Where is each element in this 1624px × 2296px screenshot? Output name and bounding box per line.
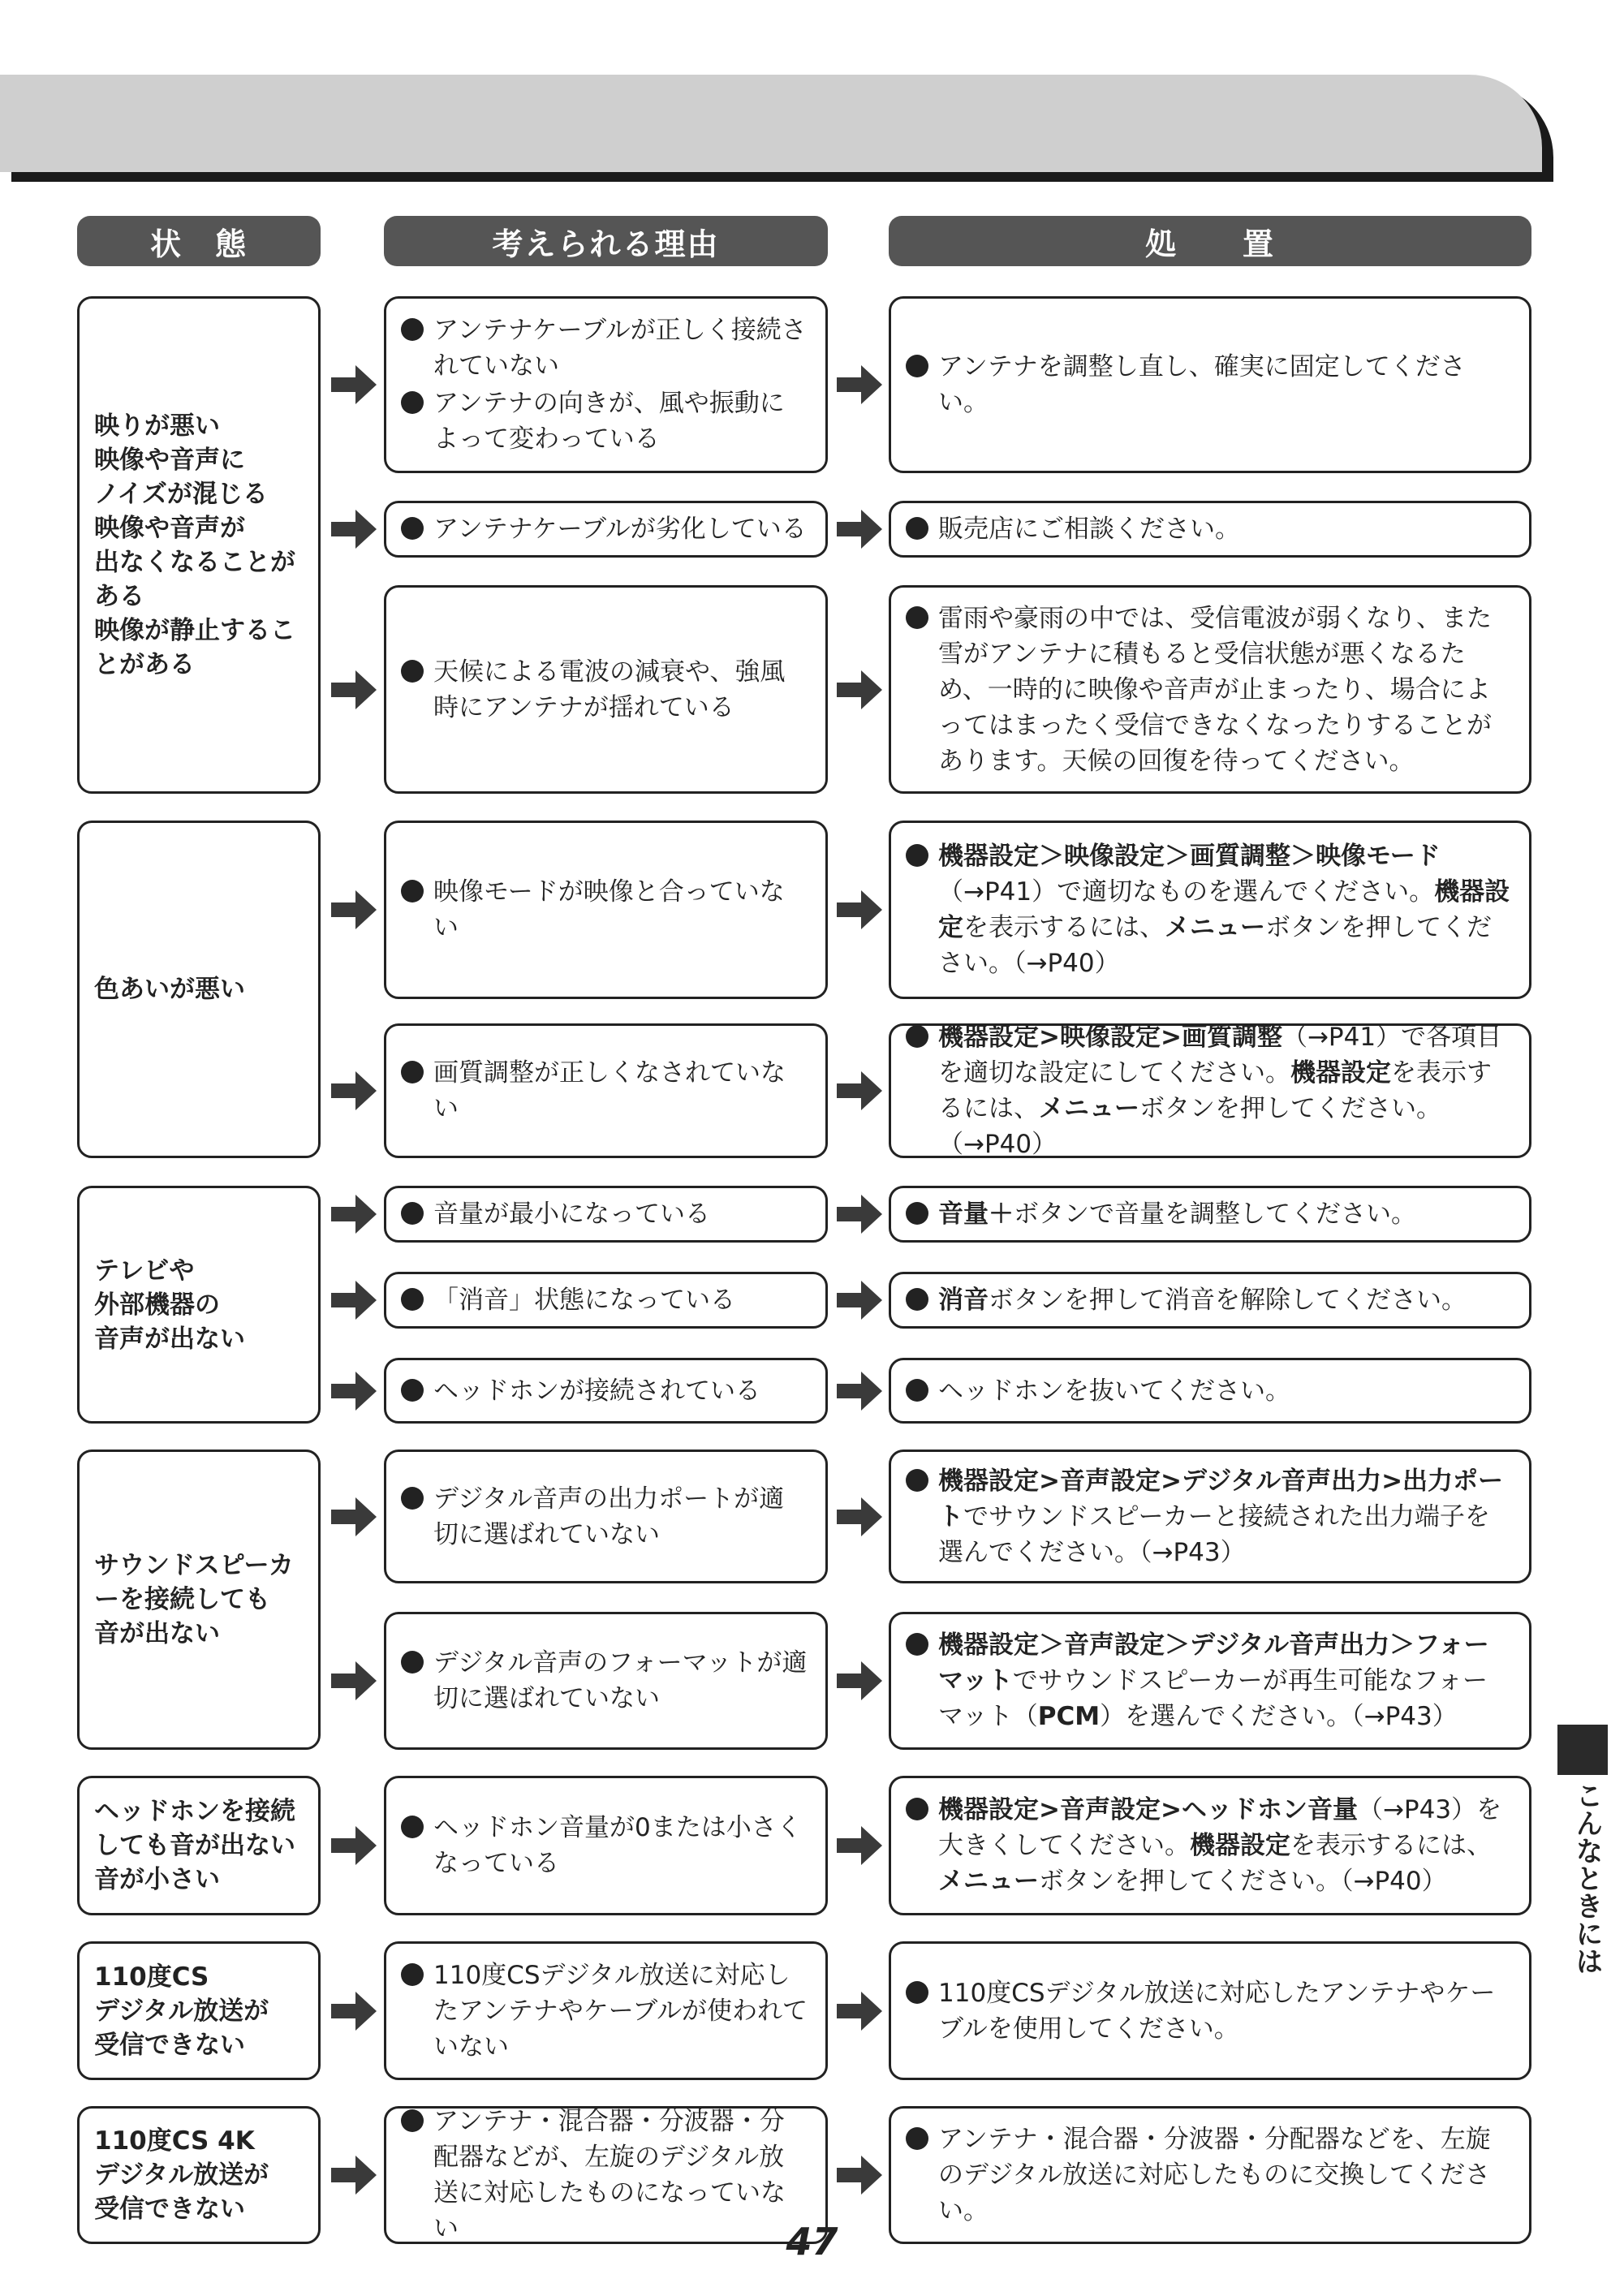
remedy-text: 110度CSデジタル放送に対応したアンテナやケーブルを使用してください。 bbox=[938, 1978, 1496, 2044]
remedy-text-block bbox=[906, 1282, 1511, 1318]
reason-text: アンテナ・混合器・分波器・分配器などが、左旋のデジタル放送に対応したものになっていない bbox=[433, 2107, 786, 2243]
status-text: テレビや 外部機器の 音声が出ない bbox=[94, 1256, 245, 1354]
remedy-text-block bbox=[906, 349, 1511, 420]
arrow-right-icon bbox=[331, 1497, 377, 1536]
arrow-right-icon bbox=[837, 2156, 882, 2195]
arrow-right-icon bbox=[331, 1372, 377, 1411]
reason-cell bbox=[384, 585, 828, 794]
bullet-icon bbox=[906, 1025, 928, 1048]
remedy-text: ボタンを押してください。（→P40） bbox=[938, 913, 1492, 978]
remedy-emphasis: メニュー bbox=[1165, 913, 1265, 942]
remedy-text-block bbox=[906, 1627, 1511, 1734]
remedy-text-block bbox=[906, 511, 1511, 547]
bullet-icon bbox=[401, 1816, 424, 1838]
remedy-cell bbox=[889, 501, 1531, 558]
reason-cell bbox=[384, 821, 828, 999]
status-cell bbox=[77, 821, 321, 1158]
remedy-text: ）を選んでください。（→P43） bbox=[1100, 1702, 1458, 1731]
bullet-icon bbox=[906, 1798, 928, 1820]
arrow-right-icon bbox=[837, 1281, 882, 1320]
reason-cell bbox=[384, 1023, 828, 1158]
remedy-text: ボタンを押して消音を解除してください。 bbox=[989, 1286, 1467, 1315]
reason-item bbox=[401, 1196, 808, 1232]
remedy-item bbox=[906, 838, 1511, 981]
header-reason: 考えられる理由 bbox=[384, 216, 828, 266]
reason-cell bbox=[384, 1612, 828, 1750]
reason-text: 110度CSデジタル放送に対応したアンテナやケーブルが使われていない bbox=[433, 1960, 808, 2061]
arrow-right-icon bbox=[331, 365, 377, 404]
reason-text: 音量が最小になっている bbox=[433, 1200, 710, 1229]
remedy-item bbox=[906, 1792, 1511, 1899]
remedy-cell bbox=[889, 1023, 1531, 1158]
remedy-text: 雷雨や豪雨の中では、受信電波が弱くなり、また雪がアンテナに積もると受信状態が悪くなるため、一時的に映像や音声が止まったり、場合によってはまったく受信できなくなったりすることがあります。天候の回復を待ってください。 bbox=[938, 603, 1492, 776]
reason-text: デジタル音声の出力ポートが適切に選ばれていない bbox=[433, 1484, 785, 1549]
remedy-text-block bbox=[906, 1019, 1511, 1162]
reason-cell bbox=[384, 1358, 828, 1424]
remedy-text: を表示するには、 bbox=[938, 1058, 1492, 1123]
remedy-emphasis: 機器設定＞音声設定＞デジタル音声出力＞フォーマット bbox=[938, 1630, 1489, 1695]
arrow-right-icon bbox=[331, 1195, 377, 1234]
remedy-cell bbox=[889, 821, 1531, 999]
bullet-icon bbox=[401, 391, 424, 414]
bullet-icon bbox=[906, 517, 928, 540]
remedy-text: ボタンを押してください。（→P40） bbox=[1039, 1867, 1447, 1896]
reason-list bbox=[401, 511, 808, 547]
bullet-icon bbox=[906, 355, 928, 377]
bullet-icon bbox=[906, 844, 928, 867]
reason-list bbox=[401, 654, 808, 726]
bullet-icon bbox=[906, 1469, 928, 1492]
remedy-emphasis: メニュー bbox=[938, 1867, 1039, 1896]
bullet-icon bbox=[906, 1202, 928, 1225]
remedy-emphasis: 機器設定 bbox=[938, 877, 1510, 942]
remedy-text-block bbox=[906, 1196, 1511, 1232]
remedy-text: アンテナを調整し直し、確実に固定してください。 bbox=[938, 352, 1466, 417]
arrow-right-icon bbox=[331, 2156, 377, 2195]
remedy-item bbox=[906, 601, 1511, 779]
remedy-cell bbox=[889, 1941, 1531, 2080]
remedy-emphasis: メニュー bbox=[1039, 1094, 1139, 1123]
reason-text: アンテナケーブルが劣化している bbox=[433, 515, 807, 544]
bullet-icon bbox=[401, 1202, 424, 1225]
reason-text: ヘッドホンが接続されている bbox=[433, 1376, 760, 1406]
reason-cell bbox=[384, 1186, 828, 1243]
reason-item bbox=[401, 1810, 808, 1881]
remedy-item bbox=[906, 1975, 1511, 2047]
remedy-text: （→P41）で各項目を適切な設定にしてください。 bbox=[938, 1023, 1502, 1088]
reason-item bbox=[401, 386, 808, 457]
remedy-item bbox=[906, 1373, 1511, 1409]
reason-cell bbox=[384, 1776, 828, 1915]
remedy-text-block bbox=[906, 1792, 1511, 1899]
remedy-emphasis: 機器設定＞映像設定＞画質調整＞映像モード bbox=[938, 842, 1441, 871]
section-side-label: こんなときには bbox=[1570, 1781, 1603, 1975]
reason-item bbox=[401, 1373, 808, 1409]
bullet-icon bbox=[401, 880, 424, 902]
remedy-item bbox=[906, 511, 1511, 547]
reason-list bbox=[401, 312, 808, 457]
remedy-text-block bbox=[906, 2122, 1511, 2229]
remedy-text: ボタンで音量を調整してください。 bbox=[1014, 1200, 1416, 1229]
remedy-text-block bbox=[906, 601, 1511, 779]
bullet-icon bbox=[401, 1487, 424, 1510]
remedy-item bbox=[906, 1463, 1511, 1570]
remedy-text: を表示するには、 bbox=[963, 913, 1165, 942]
header-status: 状 態 bbox=[77, 216, 321, 266]
status-text: 映りが悪い 映像や音声に ノイズが混じる 映像や音声が 出なくなることが ある 映像が静止するこ とがある bbox=[94, 411, 295, 679]
remedy-cell bbox=[889, 1450, 1531, 1583]
status-cell bbox=[77, 1450, 321, 1750]
remedy-item bbox=[906, 1627, 1511, 1734]
remedy-cell bbox=[889, 296, 1531, 473]
arrow-right-icon bbox=[331, 1826, 377, 1865]
reason-text: 「消音」状態になっている bbox=[433, 1286, 735, 1315]
remedy-cell bbox=[889, 1186, 1531, 1243]
reason-text: デジタル音声のフォーマットが適切に選ばれていない bbox=[433, 1648, 808, 1713]
bullet-icon bbox=[906, 2127, 928, 2150]
reason-list bbox=[401, 1055, 808, 1126]
reason-item bbox=[401, 1282, 808, 1318]
status-cell bbox=[77, 296, 321, 794]
arrow-right-icon bbox=[331, 1992, 377, 2031]
bullet-icon bbox=[906, 1633, 928, 1656]
status-cell bbox=[77, 1186, 321, 1424]
arrow-right-icon bbox=[331, 1281, 377, 1320]
bullet-icon bbox=[401, 660, 424, 683]
reason-list bbox=[401, 1481, 808, 1553]
reason-cell bbox=[384, 1272, 828, 1329]
arrow-right-icon bbox=[837, 1071, 882, 1110]
remedy-emphasis: 音量＋ bbox=[938, 1200, 1014, 1229]
remedy-emphasis: 機器設定 bbox=[1190, 1831, 1290, 1860]
arrow-right-icon bbox=[331, 890, 377, 929]
remedy-emphasis: 機器設定 bbox=[1290, 1058, 1391, 1088]
remedy-text: でサウンドスピーカーと接続された出力端子を選んでください。（→P43） bbox=[938, 1501, 1490, 1567]
bullet-icon bbox=[906, 1379, 928, 1402]
remedy-cell bbox=[889, 1272, 1531, 1329]
remedy-text-block bbox=[906, 1463, 1511, 1570]
remedy-text-block bbox=[906, 1975, 1511, 2047]
arrow-right-icon bbox=[837, 1661, 882, 1700]
bullet-icon bbox=[906, 606, 928, 629]
reason-text: アンテナケーブルが正しく接続されていない bbox=[433, 316, 807, 381]
bullet-icon bbox=[401, 1061, 424, 1083]
reason-text: アンテナの向きが、風や振動によって変わっている bbox=[433, 389, 785, 454]
reason-item bbox=[401, 1481, 808, 1553]
arrow-right-icon bbox=[331, 510, 377, 549]
reason-list bbox=[401, 1196, 808, 1232]
remedy-item bbox=[906, 2122, 1511, 2229]
page-number: 47 bbox=[786, 2220, 838, 2264]
arrow-right-icon bbox=[837, 510, 882, 549]
reason-text: 天候による電波の減衰や、強風時にアンテナが揺れている bbox=[433, 657, 786, 722]
remedy-emphasis: PCM bbox=[1037, 1702, 1101, 1731]
arrow-right-icon bbox=[331, 670, 377, 709]
bullet-icon bbox=[401, 517, 424, 540]
section-tab-marker bbox=[1557, 1725, 1608, 1775]
bullet-icon bbox=[401, 1651, 424, 1674]
remedy-text: を表示するには、 bbox=[1290, 1831, 1492, 1860]
status-text: ヘッドホンを接続 しても音が出ない 音が小さい bbox=[94, 1797, 295, 1894]
reason-item bbox=[401, 511, 808, 547]
top-banner bbox=[0, 75, 1542, 172]
bullet-icon bbox=[401, 2109, 424, 2132]
arrow-right-icon bbox=[331, 1661, 377, 1700]
remedy-text: 販売店にご相談ください。 bbox=[938, 515, 1240, 544]
arrow-right-icon bbox=[837, 365, 882, 404]
bullet-icon bbox=[906, 1981, 928, 2004]
remedy-emphasis: 消音 bbox=[938, 1286, 989, 1315]
reason-item bbox=[401, 654, 808, 726]
remedy-text: （→P41）で適切なものを選んでください。 bbox=[938, 877, 1435, 907]
remedy-cell bbox=[889, 1358, 1531, 1424]
arrow-right-icon bbox=[837, 1372, 882, 1411]
remedy-emphasis: 機器設定>音声設定>ヘッドホン音量 bbox=[938, 1795, 1358, 1824]
remedy-text-block bbox=[906, 838, 1511, 981]
remedy-text-block bbox=[906, 1373, 1511, 1409]
arrow-right-icon bbox=[837, 670, 882, 709]
remedy-text: アンテナ・混合器・分波器・分配器などを、左旋のデジタル放送に対応したものに交換してください。 bbox=[938, 2125, 1491, 2225]
remedy-item bbox=[906, 349, 1511, 420]
arrow-right-icon bbox=[837, 1497, 882, 1536]
arrow-right-icon bbox=[837, 1992, 882, 2031]
remedy-cell bbox=[889, 585, 1531, 794]
status-text: 110度CS デジタル放送が 受信できない bbox=[94, 1962, 269, 2060]
remedy-cell bbox=[889, 1776, 1531, 1915]
remedy-item bbox=[906, 1019, 1511, 1162]
status-text: サウンドスピーカ ーを接続しても 音が出ない bbox=[94, 1551, 294, 1648]
remedy-text: ボタンを押してください。（→P40） bbox=[938, 1094, 1441, 1159]
reason-text: 映像モードが映像と合っていない bbox=[433, 877, 785, 942]
remedy-text: ヘッドホンを抜いてください。 bbox=[938, 1376, 1290, 1406]
remedy-emphasis: 機器設定>映像設定>画質調整 bbox=[938, 1023, 1282, 1052]
header-remedy: 処 置 bbox=[889, 216, 1531, 266]
reason-text: ヘッドホン音量が0または小さくなっている bbox=[433, 1813, 802, 1878]
remedy-emphasis: 機器設定>音声設定>デジタル音声出力>出力ポート bbox=[938, 1466, 1504, 1531]
reason-list bbox=[401, 1373, 808, 1409]
reason-cell bbox=[384, 1450, 828, 1583]
bullet-icon bbox=[401, 318, 424, 341]
remedy-text: （→P43）を大きくしてください。 bbox=[938, 1795, 1502, 1860]
status-text: 色あいが悪い bbox=[94, 975, 245, 1004]
status-cell bbox=[77, 1776, 321, 1915]
reason-cell bbox=[384, 296, 828, 473]
reason-item bbox=[401, 1055, 808, 1126]
arrow-right-icon bbox=[837, 1826, 882, 1865]
arrow-right-icon bbox=[837, 890, 882, 929]
reason-item bbox=[401, 1645, 808, 1717]
reason-item bbox=[401, 312, 808, 384]
reason-list bbox=[401, 874, 808, 946]
remedy-item bbox=[906, 1282, 1511, 1318]
bullet-icon bbox=[401, 1963, 424, 1986]
bullet-icon bbox=[401, 1288, 424, 1311]
reason-text: 画質調整が正しくなされていない bbox=[433, 1058, 786, 1123]
reason-item bbox=[401, 1958, 808, 2065]
arrow-right-icon bbox=[331, 1071, 377, 1110]
reason-cell bbox=[384, 501, 828, 558]
status-cell bbox=[77, 1941, 321, 2080]
status-text: 110度CS 4K デジタル放送が 受信できない bbox=[94, 2126, 269, 2224]
bullet-icon bbox=[401, 1379, 424, 1402]
reason-cell bbox=[384, 1941, 828, 2080]
reason-list bbox=[401, 1958, 808, 2065]
remedy-item bbox=[906, 1196, 1511, 1232]
arrow-right-icon bbox=[837, 1195, 882, 1234]
reason-list bbox=[401, 1282, 808, 1318]
remedy-text: でサウンドスピーカーが再生可能なフォーマット（ bbox=[938, 1666, 1488, 1731]
reason-list bbox=[401, 1810, 808, 1881]
reason-list bbox=[401, 1645, 808, 1717]
reason-item bbox=[401, 874, 808, 946]
bullet-icon bbox=[906, 1288, 928, 1311]
remedy-cell bbox=[889, 1612, 1531, 1750]
